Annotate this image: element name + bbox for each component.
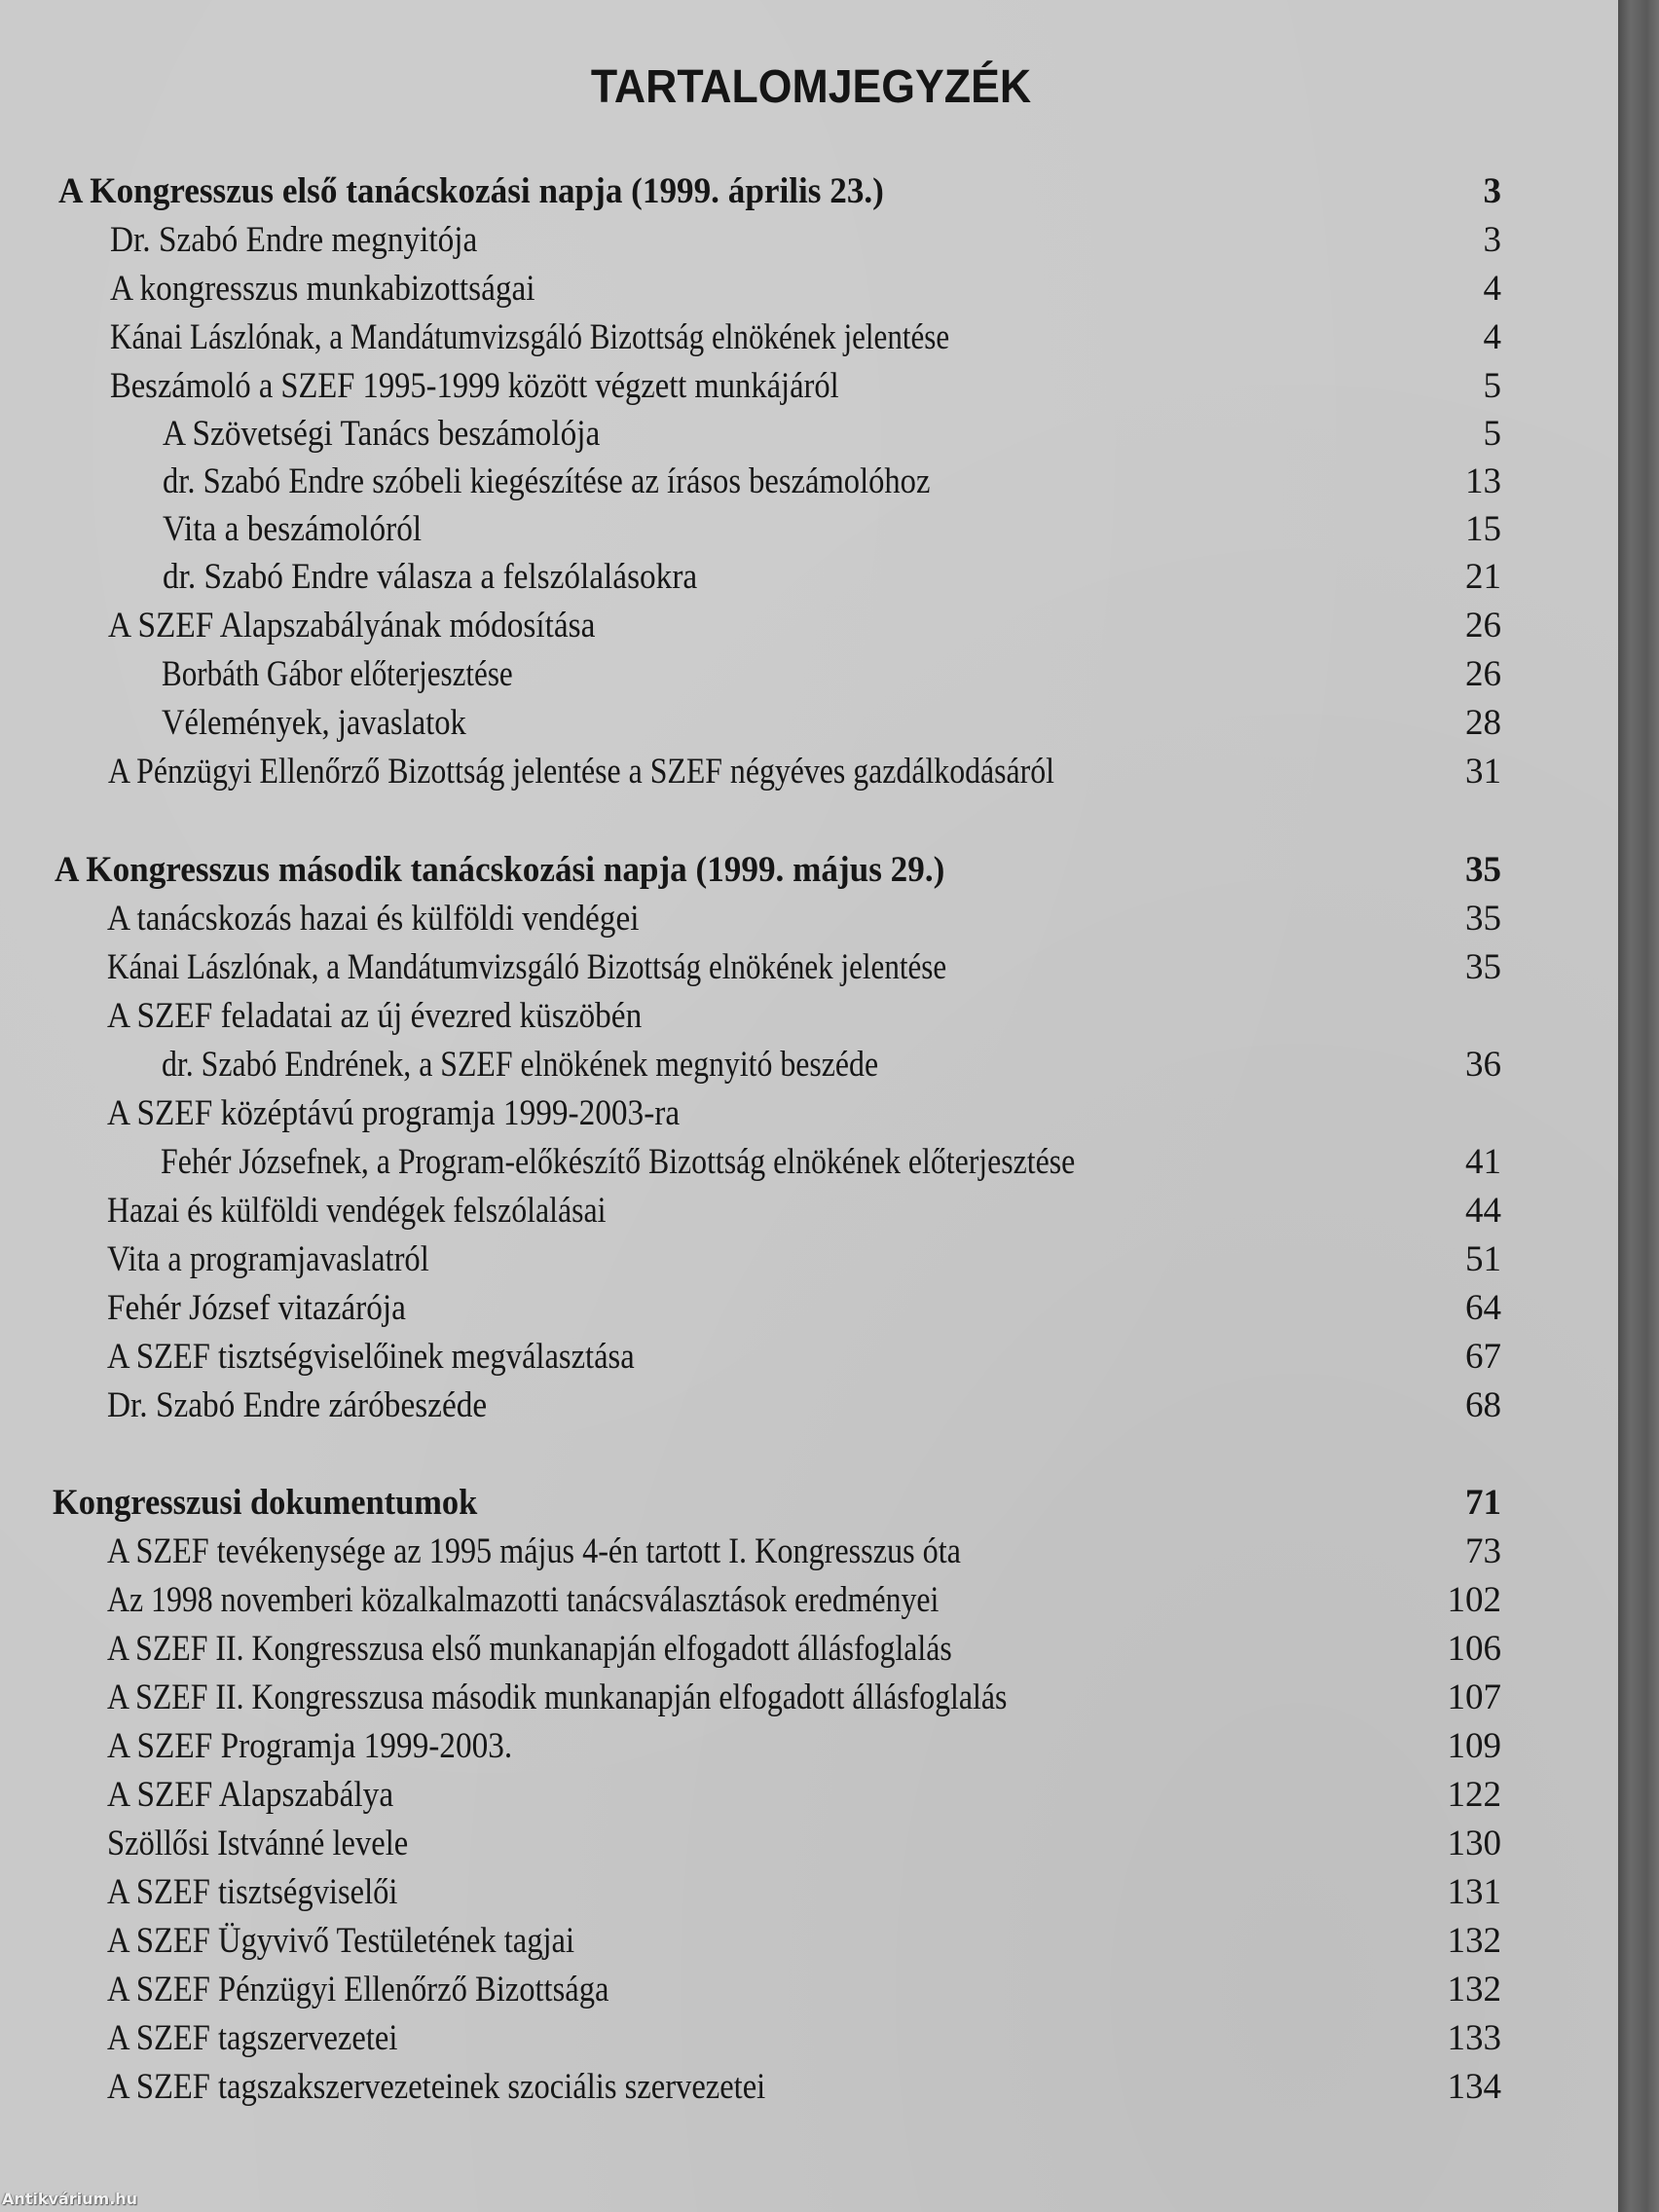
- toc-entry: [163, 553, 1501, 602]
- toc-entry: [162, 699, 1501, 748]
- toc-page-number: 21: [1465, 557, 1501, 597]
- toc-entry-text: dr. Szabó Endre szóbeli kiegészítése az írásos beszámolóhoz: [163, 461, 931, 501]
- toc-entry: [107, 1528, 1501, 1576]
- toc-entry: [107, 1722, 1501, 1771]
- toc-page-number: 132: [1447, 1921, 1501, 1961]
- toc-page-number: 107: [1447, 1677, 1501, 1717]
- toc-page-number: 15: [1465, 509, 1501, 549]
- toc-entry: [110, 216, 1501, 265]
- toc-entry-text: Borbáth Gábor előterjesztése: [162, 654, 513, 694]
- book-edge: [1618, 0, 1659, 2212]
- toc-page-number: 102: [1447, 1580, 1501, 1620]
- toc-entry: [110, 362, 1501, 411]
- toc-entry-text: A Pénzügyi Ellenőrző Bizottság jelentése a SZEF négyéves gazdálkodásáról: [108, 752, 1055, 792]
- toc-page-number: 130: [1447, 1824, 1501, 1863]
- toc-section-heading: [58, 167, 1501, 216]
- toc-page-number: 13: [1465, 461, 1501, 501]
- toc-page-number: 26: [1465, 654, 1501, 694]
- toc-entry-text: Vélemények, javaslatok: [162, 703, 466, 743]
- toc-entry: [107, 2063, 1501, 2112]
- toc-entry-text: A SZEF tisztségviselői: [107, 1872, 398, 1912]
- toc-entry: [107, 1917, 1501, 1966]
- toc-entry-text: Szöllősi Istvánné levele: [107, 1824, 409, 1863]
- watermark: Antikvárium.hu: [2, 2190, 138, 2208]
- toc-entry-text: A SZEF Alapszabálya: [107, 1775, 394, 1815]
- toc-entry-text: Vita a programjavaslatról: [107, 1239, 429, 1279]
- toc-entry-text: dr. Szabó Endre válasza a felszólalásokra: [163, 557, 698, 597]
- toc-entry-text: Fehér Józsefnek, a Program-előkészítő Bizottság elnökének előterjesztése: [161, 1142, 1076, 1182]
- toc-page-number: 31: [1465, 752, 1501, 792]
- toc-page-number: 132: [1447, 1970, 1501, 2009]
- toc-section-title: A Kongresszus második tanácskozási napja (1999. május 29.): [55, 850, 945, 890]
- toc-page-number: 122: [1447, 1775, 1501, 1815]
- toc-entry-text: A SZEF tagszakszervezeteinek szociális szervezetei: [107, 2067, 766, 2107]
- toc-entry: [110, 265, 1501, 313]
- toc-entry: [163, 410, 1501, 459]
- toc-page-number: 68: [1465, 1385, 1501, 1425]
- toc-entry-text: A tanácskozás hazai és külföldi vendégei: [107, 899, 640, 939]
- toc-page-number: 133: [1447, 2018, 1501, 2058]
- toc-entry: [107, 895, 1501, 943]
- toc-entry: [107, 1235, 1501, 1284]
- toc-entry: [110, 313, 1501, 362]
- toc-entry-text: A SZEF Programja 1999-2003.: [107, 1726, 513, 1766]
- toc-page-number: 5: [1483, 366, 1501, 406]
- toc-entry-text: A SZEF középtávú programja 1999-2003-ra: [107, 1093, 681, 1133]
- toc-entry: [107, 1820, 1501, 1868]
- toc-entry: [107, 1966, 1501, 2014]
- toc-page-number: 4: [1483, 317, 1501, 357]
- toc-page-number: 41: [1465, 1142, 1501, 1182]
- toc-page-number: 51: [1465, 1239, 1501, 1279]
- toc-page-number: 109: [1447, 1726, 1501, 1766]
- toc-entry-text: A SZEF Pénzügyi Ellenőrző Bizottsága: [107, 1970, 609, 2009]
- toc-page-number: 131: [1447, 1872, 1501, 1912]
- toc-entry: [107, 992, 1501, 1041]
- toc-entry: [107, 1382, 1501, 1430]
- toc-entry: [108, 602, 1501, 650]
- toc-page-number: 67: [1465, 1337, 1501, 1377]
- toc-entry-text: Dr. Szabó Endre záróbeszéde: [107, 1385, 488, 1425]
- toc-page-number: 36: [1465, 1045, 1501, 1085]
- toc-entry-text: Az 1998 novemberi közalkalmazotti tanácsválasztások eredményei: [107, 1580, 940, 1620]
- toc-page-number: 71: [1465, 1483, 1501, 1523]
- toc-page-number: 3: [1483, 171, 1501, 211]
- toc-entry-text: A SZEF Ügyvivő Testületének tagjai: [107, 1921, 575, 1961]
- toc-entry: [107, 1333, 1501, 1382]
- toc-section-title: A Kongresszus első tanácskozási napja (1999. április 23.): [58, 171, 884, 211]
- toc-entry-text: A SZEF Alapszabályának módosítása: [108, 606, 596, 645]
- toc-entry: [107, 1868, 1501, 1917]
- toc-entry: [162, 650, 1501, 699]
- toc-page-number: 35: [1465, 899, 1501, 939]
- toc-entry: [107, 943, 1501, 992]
- toc-entry: [161, 1138, 1501, 1187]
- toc-entry: [107, 1284, 1501, 1333]
- toc-entry-text: Hazai és külföldi vendégek felszólalásai: [107, 1191, 607, 1231]
- toc-page-number: 35: [1465, 947, 1501, 987]
- toc-page-number: 44: [1465, 1191, 1501, 1231]
- toc-entry-text: Kánai Lászlónak, a Mandátumvizsgáló Bizottság elnökének jelentése: [107, 947, 947, 987]
- toc-entry: [107, 1625, 1501, 1674]
- toc-page-number: 3: [1483, 220, 1501, 260]
- toc-entry: [163, 458, 1501, 506]
- toc-entry-text: A SZEF II. Kongresszusa második munkanapján elfogadott állásfoglalás: [107, 1677, 1008, 1717]
- toc-entry-text: A SZEF tagszervezetei: [107, 2018, 398, 2058]
- toc-entry: [107, 1187, 1501, 1235]
- page-title: TARTALOMJEGYZÉK: [590, 61, 1032, 113]
- toc-entry-text: Fehér József vitazárója: [107, 1288, 406, 1328]
- toc-page-number: 4: [1483, 269, 1501, 309]
- toc-entry-text: A Szövetségi Tanács beszámolója: [163, 414, 601, 454]
- toc-page-number: 134: [1447, 2067, 1501, 2107]
- toc-entry-text: A SZEF tisztségviselőinek megválasztása: [107, 1337, 635, 1377]
- toc-entry-text: dr. Szabó Endrének, a SZEF elnökének megnyitó beszéde: [162, 1045, 879, 1085]
- toc-entry: [107, 1576, 1501, 1625]
- toc-entry-text: A SZEF feladatai az új évezred küszöbén: [107, 996, 643, 1036]
- toc-entry: [162, 1041, 1501, 1089]
- toc-entry: [163, 505, 1501, 554]
- toc-entry: [107, 1771, 1501, 1820]
- toc-entry-text: A SZEF II. Kongresszusa első munkanapján elfogadott állásfoglalás: [107, 1629, 952, 1669]
- toc-entry: [107, 2014, 1501, 2063]
- toc-entry-text: Dr. Szabó Endre megnyitója: [110, 220, 478, 260]
- toc-page-number: 106: [1447, 1629, 1501, 1669]
- toc-page-number: 5: [1483, 414, 1501, 454]
- toc-page-number: 73: [1465, 1531, 1501, 1571]
- toc-section-title: Kongresszusi dokumentumok: [53, 1483, 478, 1523]
- toc-entry-text: Vita a beszámolóról: [163, 509, 423, 549]
- toc-entry-text: Kánai Lászlónak, a Mandátumvizsgáló Bizottság elnökének jelentése: [110, 317, 950, 357]
- toc-section-heading: [53, 1479, 1501, 1528]
- toc-entry-text: A kongresszus munkabizottságai: [110, 269, 535, 309]
- toc-page-number: 28: [1465, 703, 1501, 743]
- toc-entry-text: Beszámoló a SZEF 1995-1999 között végzett munkájáról: [110, 366, 839, 406]
- toc-entry: [107, 1674, 1501, 1722]
- toc-page-number: 64: [1465, 1288, 1501, 1328]
- toc-page-number: 35: [1465, 850, 1501, 890]
- toc-entry: [108, 748, 1501, 796]
- toc-section-heading: [55, 846, 1501, 895]
- toc-entry-text: A SZEF tevékenysége az 1995 május 4-én tartott I. Kongresszus óta: [107, 1531, 961, 1571]
- toc-page-number: 26: [1465, 606, 1501, 645]
- toc-entry: [107, 1089, 1501, 1138]
